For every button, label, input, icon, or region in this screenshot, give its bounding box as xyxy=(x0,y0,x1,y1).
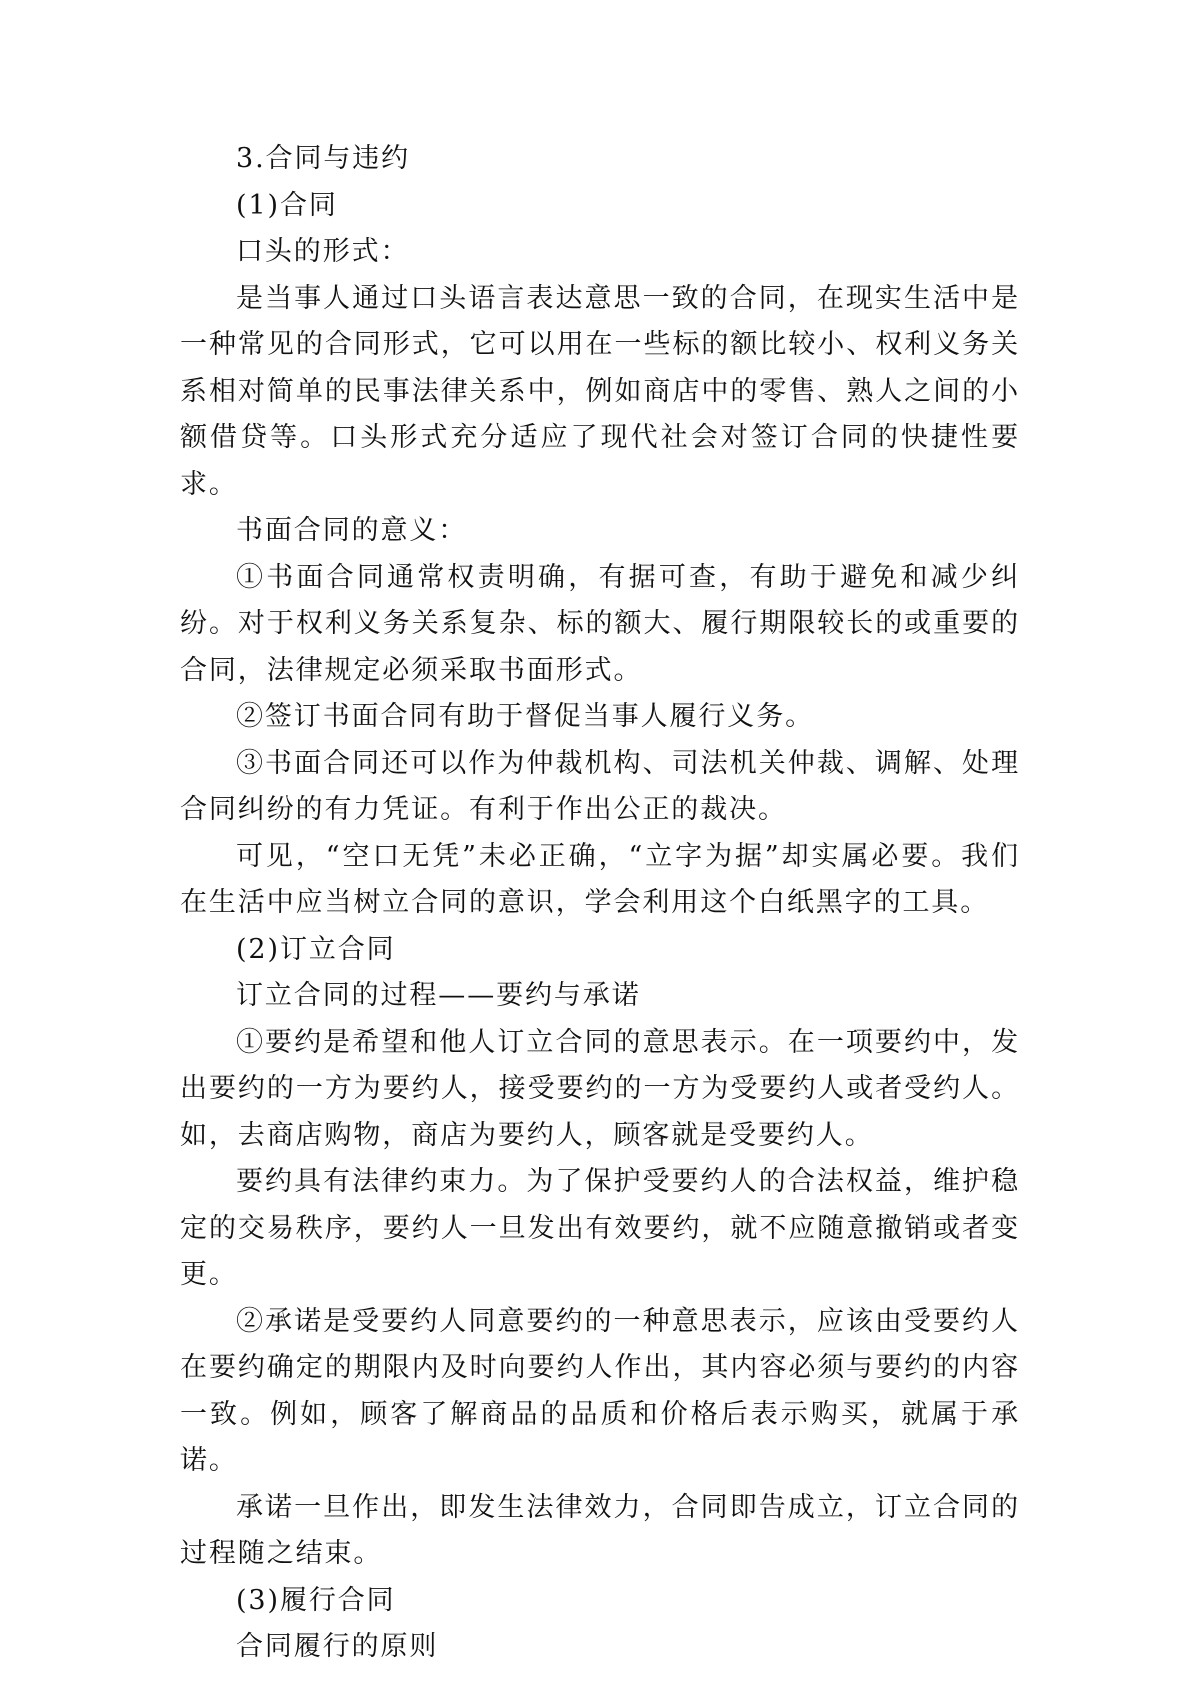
heading-performance-principles: 合同履行的原则 xyxy=(236,1631,439,1662)
paragraph-oral-form-description: 是当事人通过口头语言表达意思一致的合同，在现实生活中是一种常见的合同形式，它可以用在一些标的额比较小、权利义务关系相对简单的民事法律关系中，例如商店中的零售、熟人之间的小额借贷等。口头形式充分适应了现代社会对签订合同的快捷性要求。 xyxy=(180,282,1020,500)
paragraph-written-point-2: ②签订书面合同有助于督促当事人履行义务。 xyxy=(236,701,814,732)
heading-written-contract-significance: 书面合同的意义： xyxy=(236,515,468,546)
section-heading-contract-and-breach: 3.合同与违约 xyxy=(236,143,411,174)
subsection-heading-contract: (1)合同 xyxy=(236,189,338,221)
paragraph-offer-definition: ①要约是希望和他人订立合同的意思表示。在一项要约中，发出要约的一方为要约人，接受要约的一方为受要约人或者受约人。如，去商店购物，商店为要约人，顾客就是受要约人。 xyxy=(180,1026,1020,1151)
paragraph-written-point-3: ③书面合同还可以作为仲裁机构、司法机关仲裁、调解、处理合同纠纷的有力凭证。有利于作出公正的裁决。 xyxy=(180,747,1020,825)
paragraph-conclusion: 可见，“空口无凭”未必正确，“立字为据”却实属必要。我们在生活中应当树立合同的意识，学会利用这个白纸黑字的工具。 xyxy=(180,840,1020,918)
heading-oral-form: 口头的形式： xyxy=(236,236,410,267)
heading-offer-and-acceptance: 订立合同的过程——要约与承诺 xyxy=(236,980,641,1011)
paragraph-offer-binding: 要约具有法律约束力。为了保护受要约人的合法权益，维护稳定的交易秩序，要约人一旦发出有效要约，就不应随意撤销或者变更。 xyxy=(180,1166,1020,1290)
paragraph-acceptance-definition: ②承诺是受要约人同意要约的一种意思表示，应该由受要约人在要约确定的期限内及时向要约人作出，其内容必须与要约的内容一致。例如，顾客了解商品的品质和价格后表示购买，就属于承诺。 xyxy=(180,1305,1020,1476)
subsection-heading-perform-contract: (3)履行合同 xyxy=(236,1584,396,1616)
paragraph-written-point-1: ①书面合同通常权责明确，有据可查，有助于避免和减少纠纷。对于权利义务关系复杂、标的额大、履行期限较长的或重要的合同，法律规定必须采取书面形式。 xyxy=(180,561,1020,686)
paragraph-acceptance-effect: 承诺一旦作出，即发生法律效力，合同即告成立，订立合同的过程随之结束。 xyxy=(180,1491,1020,1569)
document-body xyxy=(180,136,1020,1671)
subsection-heading-conclude-contract: (2)订立合同 xyxy=(236,933,396,965)
